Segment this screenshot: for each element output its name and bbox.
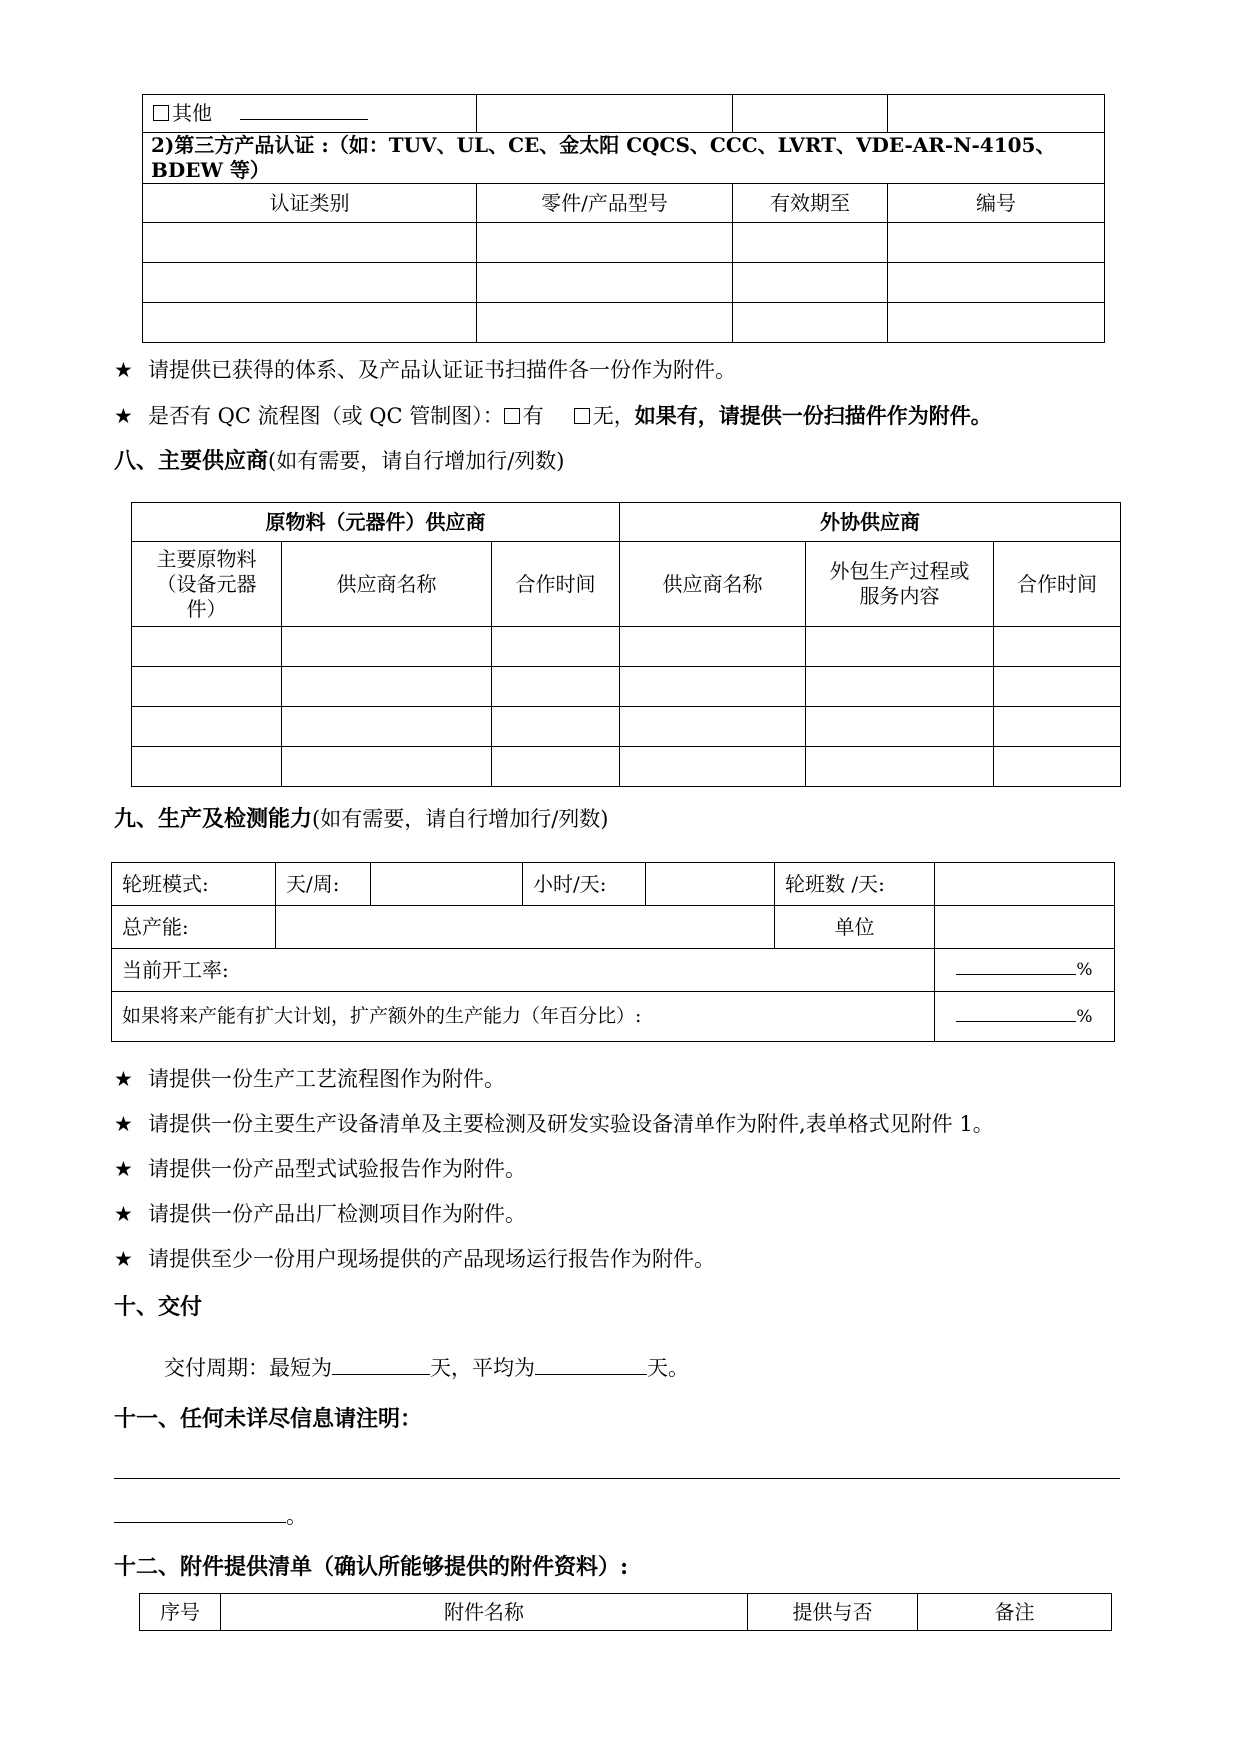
table-cell[interactable]	[806, 707, 994, 747]
col-header-cooperation-time: 合作时间	[994, 542, 1121, 627]
qc-question: 是否有 QC 流程图（或 QC 管制图）：	[148, 404, 504, 428]
utilization-input[interactable]	[935, 949, 1115, 992]
col-header-cooperation-time: 合作时间	[492, 542, 620, 627]
section8-heading	[114, 444, 564, 475]
percent-sign: %	[1076, 1006, 1093, 1027]
col-header-outsourced-content: 外包生产过程或服务内容	[806, 542, 994, 627]
note-text: 请提供一份产品出厂检测项目作为附件。	[148, 1202, 526, 1226]
qc-yes-label: 有	[522, 404, 544, 428]
table-cell[interactable]	[492, 747, 620, 787]
table-row	[132, 747, 1121, 787]
table-cell[interactable]	[132, 747, 282, 787]
table-cell[interactable]	[282, 667, 492, 707]
shifts-per-day-input[interactable]	[935, 863, 1115, 906]
table-cell[interactable]	[806, 747, 994, 787]
section12-title: 十二、附件提供清单（确认所能够提供的附件资料）:	[114, 1554, 629, 1580]
table-cell[interactable]	[132, 627, 282, 667]
table-cell[interactable]	[477, 223, 733, 263]
table-cell[interactable]	[806, 667, 994, 707]
table-cell[interactable]	[620, 627, 806, 667]
note-process-flow	[114, 1063, 505, 1093]
total-capacity-input[interactable]	[276, 906, 775, 949]
notes-end: 。	[286, 1504, 307, 1528]
table-row	[143, 303, 1105, 343]
note-field-report	[114, 1243, 715, 1273]
table-cell[interactable]	[477, 263, 733, 303]
note-qc-flowchart	[114, 400, 992, 430]
star-icon: ★	[114, 404, 133, 428]
table-row	[143, 223, 1105, 263]
col-header-attachment-name: 附件名称	[221, 1594, 748, 1631]
table-cell[interactable]	[888, 95, 1105, 133]
table-row	[132, 707, 1121, 747]
shift-mode-label: 轮班模式:	[112, 863, 276, 906]
percent-sign: %	[1076, 960, 1093, 981]
suppliers-table	[131, 502, 1121, 787]
star-icon: ★	[114, 1157, 133, 1181]
table-cell[interactable]	[143, 303, 477, 343]
table-cell[interactable]	[132, 667, 282, 707]
other-checkbox[interactable]	[153, 105, 169, 121]
table-cell[interactable]	[994, 707, 1121, 747]
table-cell[interactable]	[888, 263, 1105, 303]
notes-input-line-1[interactable]	[114, 1478, 1120, 1479]
production-capacity-table	[111, 862, 1115, 1042]
col-header-supplier-name: 供应商名称	[620, 542, 806, 627]
certification-table	[142, 94, 1105, 343]
col-header-provided: 提供与否	[748, 1594, 918, 1631]
table-cell[interactable]	[143, 223, 477, 263]
note-text: 请提供已获得的体系、及产品认证证书扫描件各一份作为附件。	[148, 358, 736, 382]
total-capacity-label: 总产能:	[112, 906, 276, 949]
col-header-remarks: 备注	[918, 1594, 1112, 1631]
notes-input-line-2-wrap	[114, 1500, 307, 1530]
other-cert-cell	[143, 95, 477, 133]
shifts-per-day-label: 轮班数 /天:	[775, 863, 935, 906]
table-cell[interactable]	[477, 95, 733, 133]
table-cell[interactable]	[888, 303, 1105, 343]
note-factory-test	[114, 1198, 526, 1228]
section10-title: 十、交付	[114, 1294, 203, 1320]
col-header-main-material: 主要原物料（设备元器件）	[132, 542, 282, 627]
table-cell[interactable]	[806, 627, 994, 667]
section8-title: 八、主要供应商	[114, 448, 269, 474]
expansion-label: 如果将来产能有扩大计划，扩产额外的生产能力（年百分比）:	[112, 992, 935, 1042]
star-icon: ★	[114, 1202, 133, 1226]
section9-title: 九、生产及检测能力	[114, 806, 313, 832]
table-cell[interactable]	[994, 627, 1121, 667]
table-cell[interactable]	[994, 747, 1121, 787]
table-row	[132, 627, 1121, 667]
col-header-model: 零件/产品型号	[477, 184, 733, 223]
utilization-label: 当前开工率:	[112, 949, 935, 992]
qc-request: 如果有，请提供一份扫描件作为附件。	[634, 403, 992, 428]
attachment-list-table	[139, 1593, 1112, 1631]
outsourcing-suppliers-header: 外协供应商	[620, 503, 1121, 542]
qc-no-checkbox[interactable]	[574, 408, 590, 424]
unit-label: 单位	[775, 906, 935, 949]
days-per-week-input[interactable]	[371, 863, 523, 906]
table-cell[interactable]	[620, 667, 806, 707]
table-cell[interactable]	[143, 263, 477, 303]
section9-heading	[114, 802, 608, 833]
col-header-supplier-name: 供应商名称	[282, 542, 492, 627]
table-cell[interactable]	[733, 263, 888, 303]
table-cell[interactable]	[733, 303, 888, 343]
note-text: 请提供一份主要生产设备清单及主要检测及研发实验设备清单作为附件,表单格式见附件 1。	[148, 1112, 994, 1136]
qc-yes-checkbox[interactable]	[504, 408, 520, 424]
note-text: 请提供至少一份用户现场提供的产品现场运行报告作为附件。	[148, 1247, 715, 1271]
col-header-cert-type: 认证类别	[143, 184, 477, 223]
note-text: 请提供一份生产工艺流程图作为附件。	[148, 1067, 505, 1091]
note-cert-scan	[114, 354, 736, 384]
qc-no-label: 无，	[592, 404, 635, 428]
other-label: 其他	[172, 101, 212, 125]
note-equipment-list	[114, 1108, 994, 1138]
table-cell[interactable]	[620, 707, 806, 747]
star-icon: ★	[114, 358, 133, 382]
table-cell[interactable]	[888, 223, 1105, 263]
table-cell[interactable]	[492, 627, 620, 667]
star-icon: ★	[114, 1247, 133, 1271]
table-cell[interactable]	[282, 627, 492, 667]
table-cell[interactable]	[492, 667, 620, 707]
note-text: 请提供一份产品型式试验报告作为附件。	[148, 1157, 526, 1181]
expansion-input[interactable]	[935, 992, 1115, 1042]
col-header-valid-until: 有效期至	[733, 184, 888, 223]
table-row	[143, 263, 1105, 303]
col-header-serial: 序号	[140, 1594, 221, 1631]
col-header-number: 编号	[888, 184, 1105, 223]
unit-input[interactable]	[935, 906, 1115, 949]
table-cell[interactable]	[492, 707, 620, 747]
delivery-suffix: 天。	[647, 1356, 689, 1380]
notes-input-line-2[interactable]	[114, 1504, 286, 1523]
days-per-week-label: 天/周:	[276, 863, 371, 906]
section9-subtitle: (如有需要，请自行增加行/列数)	[312, 807, 609, 831]
min-days-input[interactable]	[332, 1356, 430, 1375]
table-cell[interactable]	[282, 747, 492, 787]
delivery-cycle	[164, 1352, 689, 1382]
table-cell[interactable]	[477, 303, 733, 343]
table-cell[interactable]	[620, 747, 806, 787]
hours-per-day-input[interactable]	[646, 863, 775, 906]
section8-subtitle: (如有需要，请自行增加行/列数)	[268, 449, 565, 473]
table-cell[interactable]	[132, 707, 282, 747]
star-icon: ★	[114, 1112, 133, 1136]
table-cell[interactable]	[733, 95, 888, 133]
other-input-line[interactable]	[240, 101, 368, 120]
note-type-test	[114, 1153, 526, 1183]
delivery-prefix: 交付周期：最短为	[164, 1356, 332, 1380]
table-row	[132, 667, 1121, 707]
section11-title: 十一、任何未详尽信息请注明：	[114, 1406, 423, 1432]
star-icon: ★	[114, 1067, 133, 1091]
table-cell[interactable]	[994, 667, 1121, 707]
avg-days-input[interactable]	[535, 1356, 647, 1375]
raw-material-suppliers-header: 原物料（元器件）供应商	[132, 503, 620, 542]
delivery-mid: 天，平均为	[430, 1356, 535, 1380]
third-party-cert-title: 2)第三方产品认证 :（如：TUV、UL、CE、金太阳 CQCS、CCC、LVRT、VDE-AR-N-4105、BDEW 等）	[143, 133, 1105, 184]
table-cell[interactable]	[282, 707, 492, 747]
table-cell[interactable]	[733, 223, 888, 263]
hours-per-day-label: 小时/天:	[523, 863, 646, 906]
